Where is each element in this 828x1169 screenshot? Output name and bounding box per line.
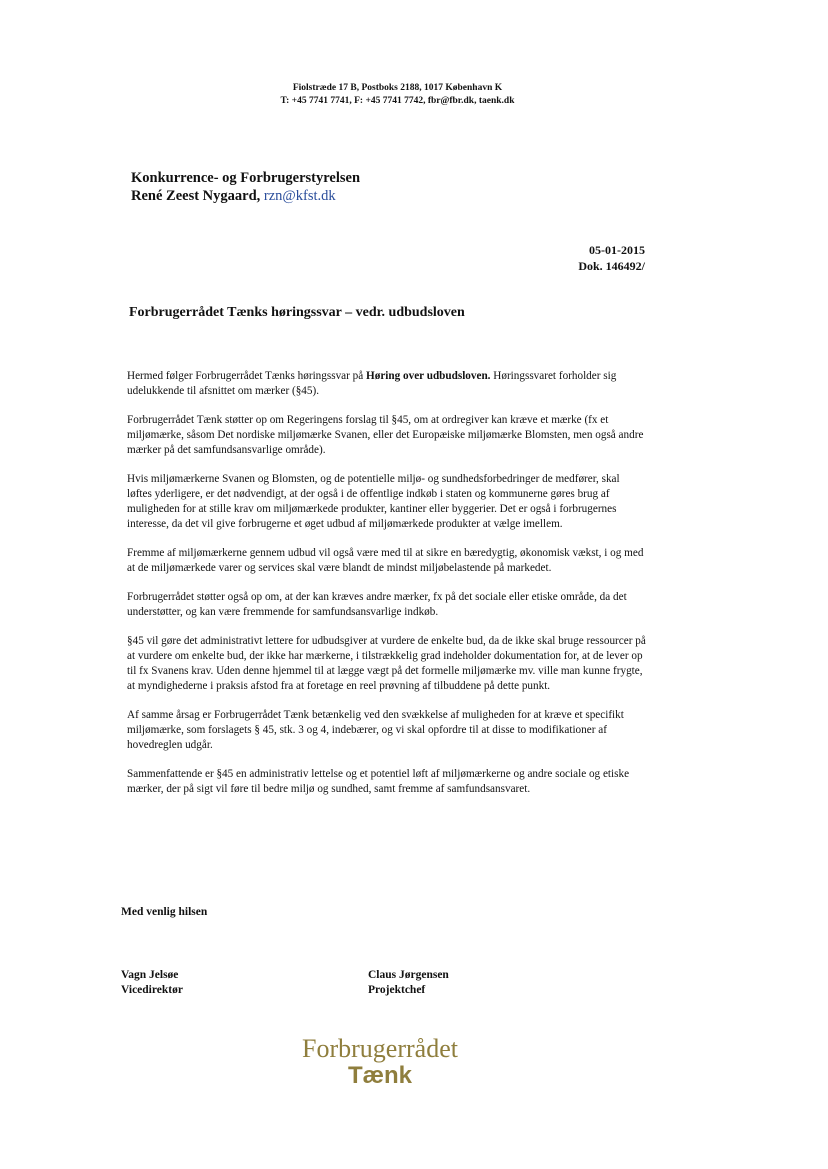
recipient-block [131,169,360,205]
logo-line2: Tænk [347,1062,412,1089]
letterhead [0,82,795,108]
date-block [578,242,645,274]
paragraph-growth: Fremme af miljømærkerne gennem udbud vil også være med til at sikre en bæredygtig, økonomisk vækst, i og med at de miljømærkede varer og services skal være blandt de mindst miljøbelastende på markedet. [127,547,644,574]
letterhead-address: Fiolstræde 17 B, Postboks 2188, 1017 København K [292,83,503,93]
signature-right-title: Projektchef [368,984,426,996]
paragraph-summary: Sammenfattende er §45 en administrativ lettelse og et potentiel løft af miljømærkerne og andre sociale og etiske mærker, der på sigt vil føre til bedre miljø og sundhed, samt fremme af samfundsansvaret. [127,768,630,795]
signature-left [121,968,183,998]
paragraph-concern: Af samme årsag er Forbrugerrådet Tænk betænkelig ved den svækkelse af muligheden for at kræve et specifikt miljømærke, som forslagets § 45, stk. 3 og 4, indebærer, og vi skal opfordre til at disse to modifikationer af hovedreglen udgår. [127,709,624,751]
recipient-name-line [131,187,360,205]
forbrugerraadet-logo [290,1035,470,1089]
recipient-name: René Zeest Nygaard, [131,188,261,204]
document-number: Dok. 146492/ [578,259,645,273]
subject-line: Forbrugerrådet Tænks høringssvar – vedr. udbudsloven [129,305,465,320]
signature-left-title: Vicedirektør [121,984,183,996]
paragraph-support: Forbrugerrådet Tænk støtter op om Regeringens forslag til §45, om at ordregiver kan kræve et mærke (fx et miljømærke, såsom Det nordiske miljømærke Svanen, eller det Europæiske miljømærke Blomsten, men også andre mærker på det samfundsansvarlige område). [127,414,644,456]
recipient-org: Konkurrence- og Forbrugerstyrelsen [131,170,361,186]
letter-body [127,369,647,811]
hearing-title: Høring over udbudsloven. [366,370,491,382]
signature-right-name: Claus Jørgensen [368,969,449,981]
recipient-email-link[interactable]: rzn@kfst.dk [263,188,336,204]
signature-right [368,968,449,998]
logo-line1: Forbrugerrådet [302,1034,458,1063]
paragraph-other-labels: Forbrugerrådet støtter også op om, at der kan kræves andre mærker, fx på det sociale eller etiske område, da det understøtter, og kan være fremmende for samfundsansvarlige indkøb. [127,591,627,618]
paragraph-administration: §45 vil gøre det administrativt lettere for udbudsgiver at vurdere de enkelte bud, da de ikke skal bruge ressourcer på at vurdere om enkelte bud, der ikke har mærkerne, i tilstrækkelig grad indeholder dokumentation for, at de lever op til fx Svanens krav. Uden denne hjemmel til at lægge vægt på det formelle miljømærke mv. ville man kunne frygte, at myndighederne i praksis afstod fra at foretage en reel prøvning af tilbuddene på dette punkt. [127,635,646,692]
signature-left-name: Vagn Jelsøe [121,969,179,981]
paragraph-intro: Hermed følger Forbrugerrådet Tænks høringssvar på Høring over udbudsloven. Høringssvaret forholder sig udelukkende til afsnittet om mærker (§45). [127,370,617,397]
letter-date: 05-01-2015 [589,243,645,257]
paragraph-ecolabels: Hvis miljømærkerne Svanen og Blomsten, og de potentielle miljø- og sundhedsforbedringer de medfører, skal løftes yderligere, er det nødvendigt, at der også i de offentlige indkøb i staten og kommunerne gøres brug af muligheden for at stille krav om miljømærkede produkter, kantiner eller byggerier. Det er også i forbrugernes interesse, da det vil give forbrugerne et øget udbud af miljømærkede produkter at vælge imellem. [127,473,620,530]
letterhead-contact: T: +45 7741 7741, F: +45 7741 7742, fbr@fbr.dk, taenk.dk [280,96,515,106]
closing-greeting: Med venlig hilsen [121,906,208,918]
